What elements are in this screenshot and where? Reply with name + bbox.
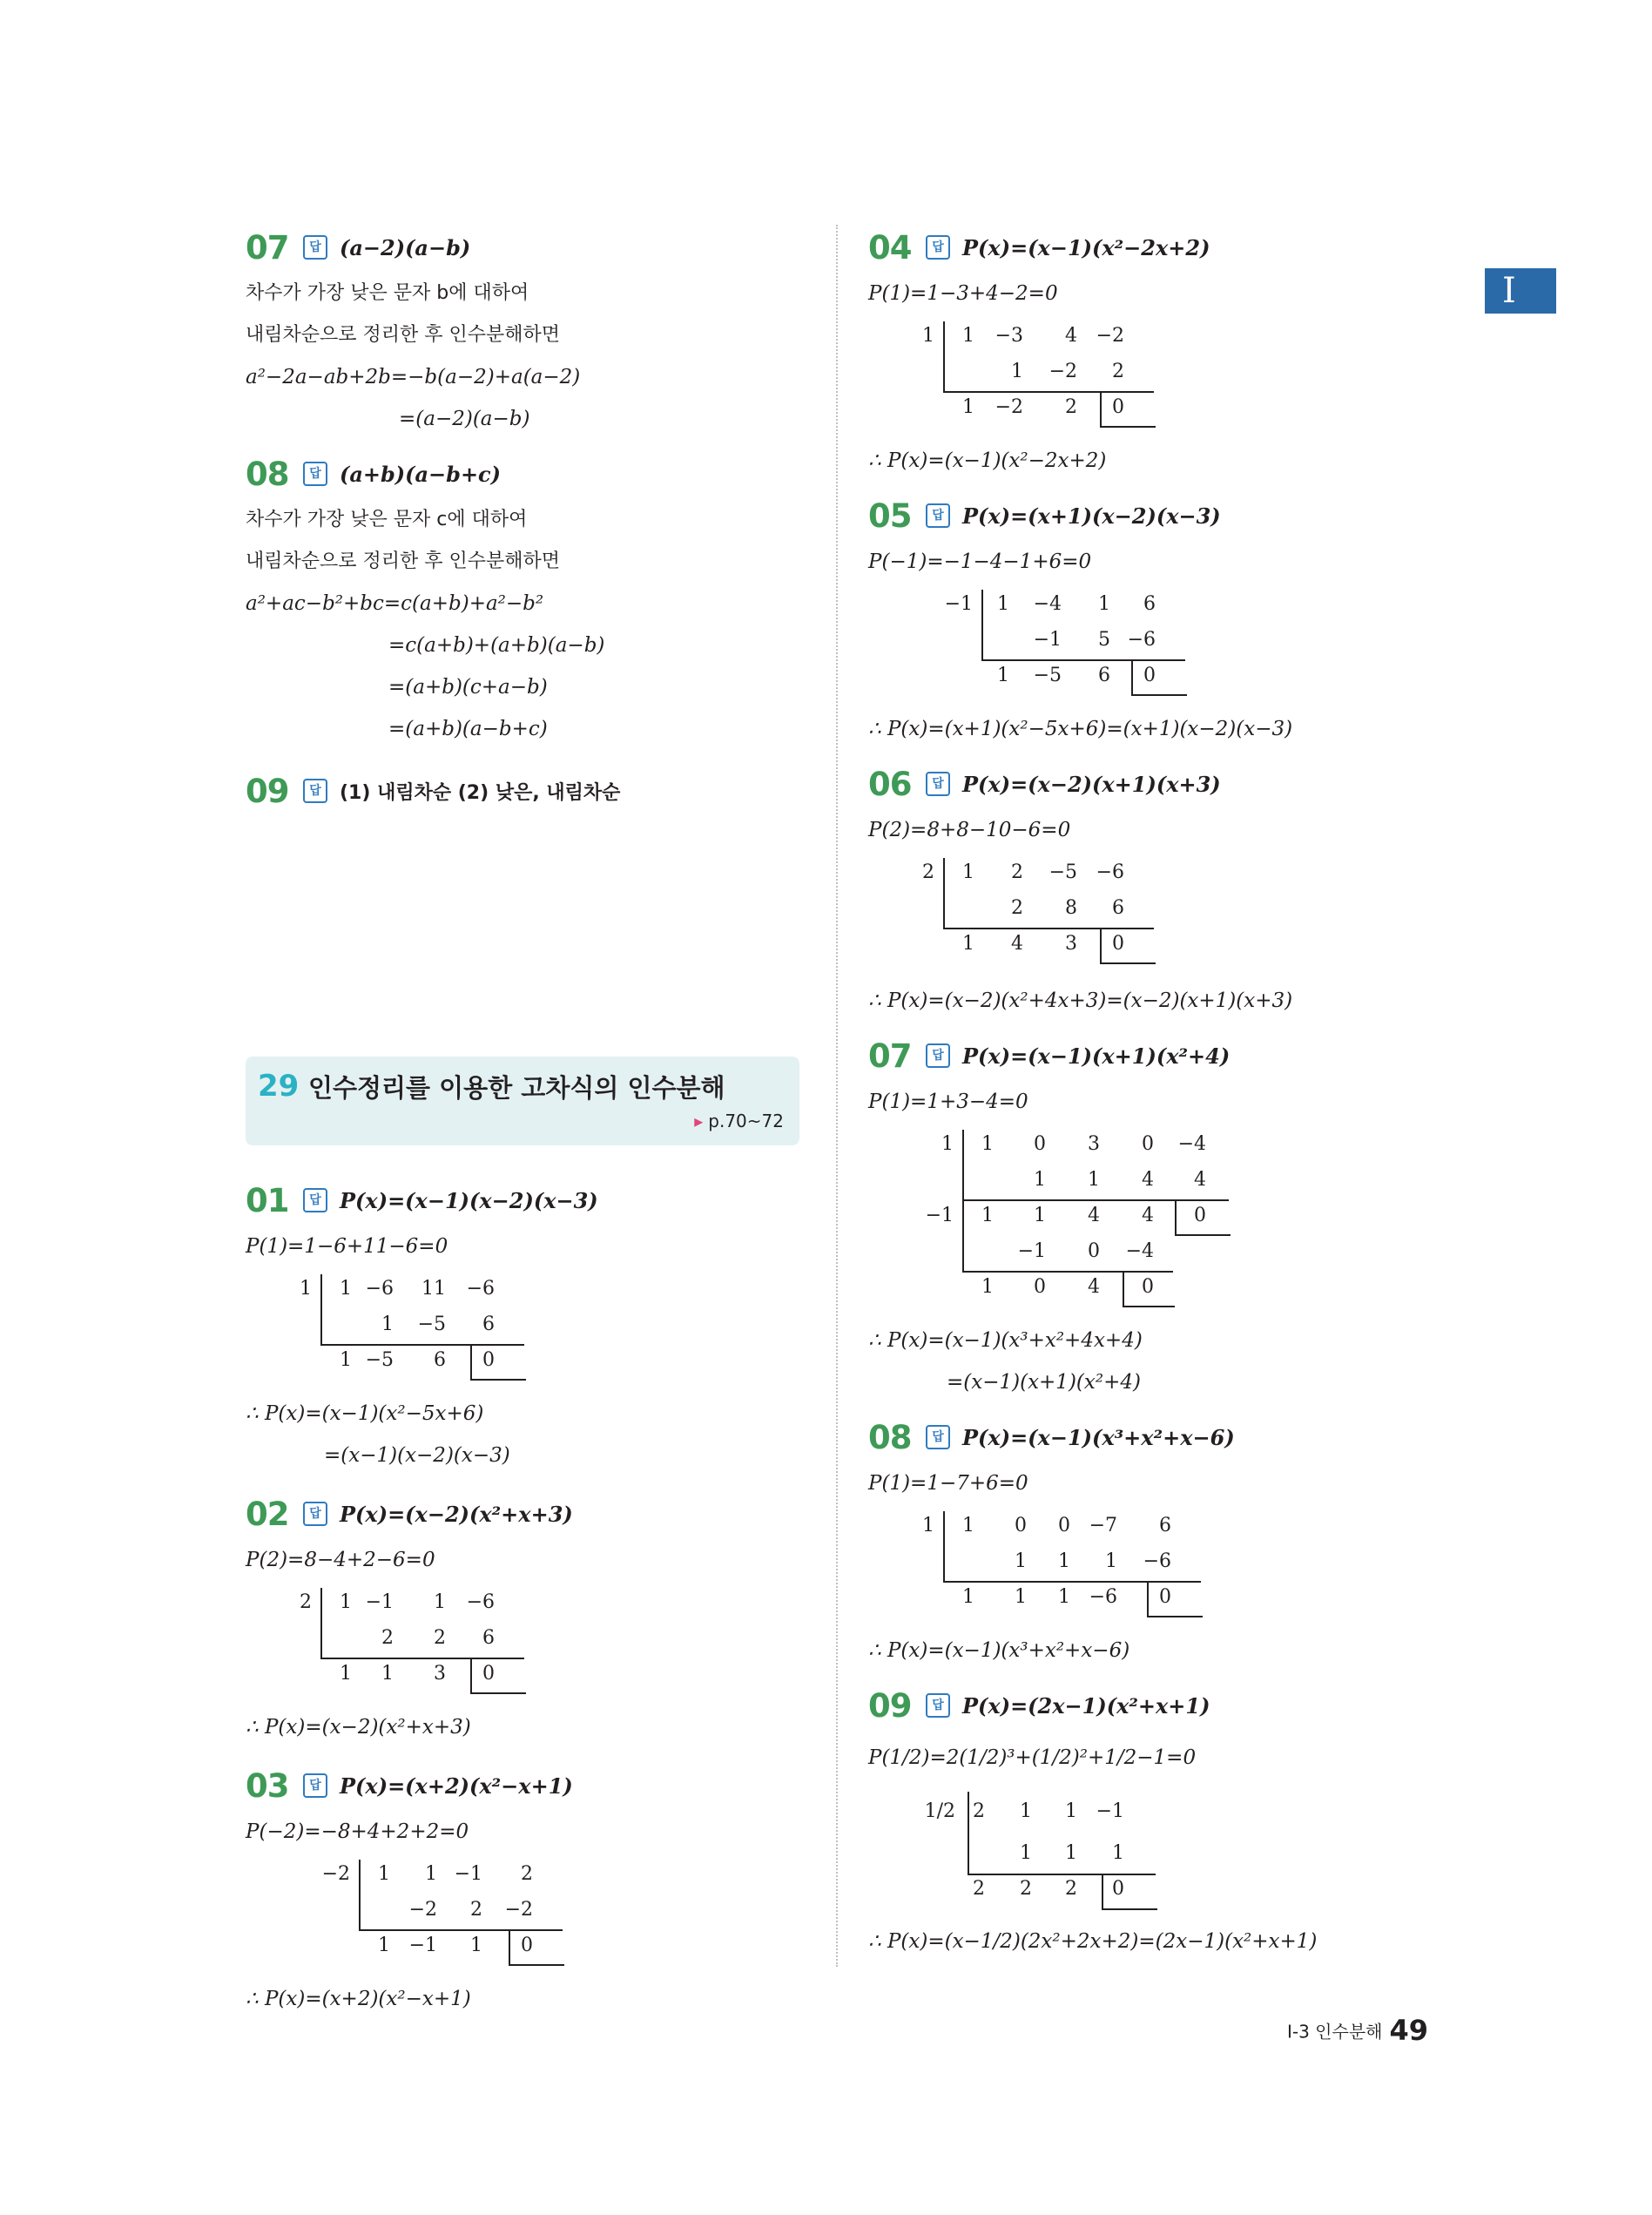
coef: 8 <box>1065 897 1077 919</box>
answer-badge: 답 <box>303 1502 327 1526</box>
quotient: 1 <box>997 665 1009 686</box>
coef: −3 <box>995 325 1023 347</box>
answer-badge: 답 <box>303 235 327 260</box>
left-column <box>246 222 803 2020</box>
quotient: 4 <box>1088 1276 1100 1298</box>
coef: 1 <box>425 1863 437 1885</box>
conclusion-line: ∴ P(x)=(x−2)(x²+x+3) <box>246 1716 471 1739</box>
coef: 2 <box>381 1627 394 1649</box>
conclusion-line: ∴ P(x)=(x−1)(x²−5x+6) <box>246 1402 484 1425</box>
division-bar <box>320 1274 322 1344</box>
root: 1 <box>922 1515 934 1536</box>
coef: 2 <box>973 1800 985 1822</box>
synthetic-division <box>903 1508 1426 1619</box>
answer-badge: 답 <box>926 1693 950 1718</box>
remainder-box <box>470 1658 526 1694</box>
coef: 0 <box>1142 1133 1154 1155</box>
remainder: 0 <box>482 1349 495 1371</box>
remainder-box <box>509 1929 564 1966</box>
coef: 1 <box>1088 1169 1100 1191</box>
right-column <box>868 222 1426 1962</box>
remainder: 0 <box>1143 665 1156 686</box>
coef: −4 <box>1033 593 1062 615</box>
answer-text: P(x)=(x−1)(x²−2x+2) <box>962 234 1210 260</box>
quotient: 2 <box>973 1878 985 1900</box>
quotient: 4 <box>1088 1205 1100 1226</box>
coef: 1 <box>1065 1800 1077 1822</box>
explanation-line: 차수가 가장 낮은 문자 c에 대하여 <box>246 509 528 530</box>
coef: 6 <box>1143 593 1156 615</box>
remainder-check: P(1)=1−6+11−6=0 <box>246 1235 448 1258</box>
coef: 3 <box>1088 1133 1100 1155</box>
coef: 1 <box>962 861 974 883</box>
section-header-29 <box>246 1057 799 1145</box>
answer-text: P(x)=(x−2)(x+1)(x+3) <box>962 771 1221 797</box>
problem-09 <box>246 766 803 816</box>
quotient: 3 <box>1065 933 1077 955</box>
problem-07 <box>246 222 803 440</box>
coef: 5 <box>1098 629 1110 651</box>
root: 1/2 <box>924 1800 955 1822</box>
quotient: 0 <box>1034 1276 1046 1298</box>
coef: 1 <box>1015 1550 1027 1572</box>
remainder-box <box>1102 1874 1157 1910</box>
quotient: 6 <box>1098 665 1110 686</box>
synthetic-division <box>941 586 1426 698</box>
coef: 1 <box>1112 1842 1124 1864</box>
quotient: 1 <box>962 396 974 418</box>
remainder-check: P(1)=1+3−4=0 <box>868 1091 1028 1113</box>
root: 2 <box>922 861 934 883</box>
page-reference <box>694 1111 784 1131</box>
math-line: =c(a+b)+(a+b)(a−b) <box>388 634 605 657</box>
coef: −4 <box>1125 1240 1154 1262</box>
remainder: 0 <box>1159 1586 1171 1608</box>
coef: 1 <box>1020 1842 1032 1864</box>
quotient: 1 <box>1015 1586 1027 1608</box>
problem-number: 04 <box>868 228 912 267</box>
page-footer <box>1271 2014 1428 2047</box>
coef: −6 <box>1143 1550 1171 1572</box>
problem-number: 09 <box>868 1686 912 1725</box>
math-line: =(a+b)(a−b+c) <box>388 718 548 740</box>
coef: 4 <box>1142 1169 1154 1191</box>
coef: −1 <box>1033 629 1062 651</box>
remainder: 0 <box>1112 1878 1124 1900</box>
problem-03 <box>246 1760 803 2020</box>
coef: −5 <box>417 1313 446 1335</box>
column-divider <box>836 225 838 1967</box>
answer-text: P(x)=(x+2)(x²−x+1) <box>340 1773 573 1799</box>
problem-number: 02 <box>246 1495 289 1533</box>
coef: 4 <box>1065 325 1077 347</box>
coef: 1 <box>997 593 1009 615</box>
coef: 2 <box>470 1899 482 1921</box>
remainder-box <box>470 1344 526 1381</box>
coef: −4 <box>1177 1133 1206 1155</box>
problem-08-right <box>868 1412 1426 1671</box>
remainder: 0 <box>482 1663 495 1685</box>
quotient: −5 <box>365 1349 394 1371</box>
answer-badge: 답 <box>303 1188 327 1212</box>
coef: 1 <box>1034 1169 1046 1191</box>
problem-number: 09 <box>246 772 289 810</box>
coef: 2 <box>1112 361 1124 382</box>
problem-04 <box>868 222 1426 482</box>
coef: 1 <box>962 325 974 347</box>
coef: 11 <box>421 1278 446 1300</box>
problem-06 <box>868 759 1426 1022</box>
coef: −2 <box>1096 325 1124 347</box>
coef: 2 <box>521 1863 533 1885</box>
coef: 6 <box>1159 1515 1171 1536</box>
root: −1 <box>944 593 973 615</box>
problem-number: 07 <box>246 228 289 267</box>
quotient: 1 <box>962 933 974 955</box>
answer-badge: 답 <box>926 503 950 528</box>
quotient: 2 <box>1020 1878 1032 1900</box>
coef: 1 <box>381 1313 394 1335</box>
root: 1 <box>941 1133 954 1155</box>
remainder-box <box>1100 391 1156 428</box>
coef: 1 <box>1011 361 1023 382</box>
quotient: 6 <box>434 1349 446 1371</box>
quotient: 4 <box>1142 1205 1154 1226</box>
division-bar <box>943 321 945 391</box>
coef: −6 <box>1096 861 1124 883</box>
answer-text: P(x)=(2x−1)(x²+x+1) <box>962 1692 1210 1719</box>
math-line: =(a−2)(a−b) <box>399 408 530 430</box>
coef: −6 <box>365 1278 394 1300</box>
problem-number: 07 <box>868 1037 912 1075</box>
synthetic-division <box>924 1788 1426 1910</box>
coef: −2 <box>1049 361 1077 382</box>
remainder-check: P(1)=1−3+4−2=0 <box>868 282 1058 305</box>
conclusion-line: ∴ P(x)=(x+2)(x²−x+1) <box>246 1988 471 2010</box>
answer-badge: 답 <box>303 1773 327 1798</box>
coef: 0 <box>1088 1240 1100 1262</box>
remainder-box <box>1131 659 1187 696</box>
math-line: a²−2a−ab+2b=−b(a−2)+a(a−2) <box>246 366 581 388</box>
coef: 0 <box>1058 1515 1070 1536</box>
division-bar <box>962 1130 964 1199</box>
conclusion-line: =(x−1)(x−2)(x−3) <box>324 1444 510 1467</box>
answer-badge: 답 <box>926 772 950 796</box>
division-bar <box>968 1792 969 1874</box>
quotient: 2 <box>1065 396 1077 418</box>
coef: −7 <box>1089 1515 1117 1536</box>
footer-section: Ⅰ-3 인수분해 <box>1286 2021 1383 2043</box>
problem-number: 08 <box>246 455 289 493</box>
division-bar <box>943 858 945 928</box>
quotient: 1 <box>962 1586 974 1608</box>
remainder: 0 <box>1112 933 1124 955</box>
quotient: −5 <box>1033 665 1062 686</box>
coef: 0 <box>1034 1133 1046 1155</box>
coef: 1 <box>1020 1800 1032 1822</box>
quotient: 1 <box>340 1349 352 1371</box>
math-line: a²+ac−b²+bc=c(a+b)+a²−b² <box>246 592 544 615</box>
problem-01 <box>246 1175 803 1476</box>
quotient: 2 <box>1065 1878 1077 1900</box>
quotient: 1 <box>340 1663 352 1685</box>
remainder-box <box>1175 1199 1231 1236</box>
division-bar <box>981 590 983 659</box>
coef: 6 <box>482 1627 495 1649</box>
coef: −2 <box>504 1899 533 1921</box>
problem-02 <box>246 1489 803 1748</box>
remainder-check: P(2)=8−4+2−6=0 <box>246 1549 435 1571</box>
problem-number: 01 <box>246 1181 289 1219</box>
coef: 1 <box>1105 1550 1117 1572</box>
section-number: 29 <box>258 1069 300 1104</box>
coef: −1 <box>365 1591 394 1613</box>
answer-text: P(x)=(x−2)(x²+x+3) <box>340 1501 573 1527</box>
coef: 6 <box>482 1313 495 1335</box>
explanation-line: 내림차순으로 정리한 후 인수분해하면 <box>246 550 561 572</box>
coef: −6 <box>466 1278 495 1300</box>
coef: 1 <box>378 1863 390 1885</box>
conclusion-line: ∴ P(x)=(x−1)(x³+x²+4x+4) <box>868 1329 1143 1352</box>
coef: 2 <box>1011 861 1023 883</box>
problem-07-right <box>868 1030 1426 1403</box>
synthetic-division <box>280 1271 803 1382</box>
coef: −2 <box>408 1899 437 1921</box>
coef: 6 <box>1112 897 1124 919</box>
conclusion-line: ∴ P(x)=(x−1)(x³+x²+x−6) <box>868 1639 1130 1662</box>
coef: 1 <box>1098 593 1110 615</box>
coef: −5 <box>1049 861 1077 883</box>
answer-text: P(x)=(x−1)(x+1)(x²+4) <box>962 1043 1231 1069</box>
synthetic-division <box>903 318 1426 429</box>
quotient: 1 <box>470 1935 482 1956</box>
quotient: 1 <box>1034 1205 1046 1226</box>
quotient: 1 <box>381 1663 394 1685</box>
answer-badge: 답 <box>926 1425 950 1449</box>
remainder: 0 <box>1194 1205 1206 1226</box>
conclusion-line: =(x−1)(x+1)(x²+4) <box>947 1371 1141 1394</box>
triangle-icon: ▸ <box>694 1111 704 1131</box>
coef: 4 <box>1194 1169 1206 1191</box>
problem-05 <box>868 490 1426 750</box>
quotient: −1 <box>408 1935 437 1956</box>
division-bar <box>320 1588 322 1658</box>
answer-badge: 답 <box>303 462 327 486</box>
coef: 1 <box>340 1591 352 1613</box>
remainder-check: P(1/2)=2(1/2)³+(1/2)²+1/2−1=0 <box>868 1746 1197 1769</box>
answer-text: P(x)=(x−1)(x³+x²+x−6) <box>962 1424 1235 1450</box>
root: 2 <box>300 1591 312 1613</box>
remainder: 0 <box>1112 396 1124 418</box>
section-title: 인수정리를 이용한 고차식의 인수분해 <box>308 1073 725 1103</box>
coef: −1 <box>1096 1800 1124 1822</box>
answer-text: (a−2)(a−b) <box>340 234 471 260</box>
remainder-box <box>1100 928 1156 964</box>
remainder-check: P(−2)=−8+4+2+2=0 <box>246 1820 469 1843</box>
root: 1 <box>922 325 934 347</box>
synthetic-division <box>280 1584 803 1696</box>
quotient: 1 <box>981 1205 994 1226</box>
conclusion-line: ∴ P(x)=(x−2)(x²+4x+3)=(x−2)(x+1)(x+3) <box>868 989 1293 1012</box>
remainder: 0 <box>521 1935 533 1956</box>
synthetic-division <box>903 854 1426 966</box>
quotient: 3 <box>434 1663 446 1685</box>
synthetic-division <box>922 1126 1426 1309</box>
quotient: −2 <box>995 396 1023 418</box>
root: −1 <box>925 1205 954 1226</box>
answer-text: (1) 내림차순 (2) 낮은, 내림차순 <box>340 781 621 804</box>
coef: 1 <box>981 1133 994 1155</box>
explanation-line: 차수가 가장 낮은 문자 b에 대하여 <box>246 282 529 304</box>
remainder-check: P(2)=8+8−10−6=0 <box>868 819 1071 841</box>
page-range: p.70~72 <box>708 1111 784 1131</box>
answer-text: (a+b)(a−b+c) <box>340 461 502 487</box>
remainder-check: P(1)=1−7+6=0 <box>868 1472 1028 1495</box>
division-bar <box>962 1201 964 1271</box>
root: −2 <box>321 1863 350 1885</box>
synthetic-division <box>319 1856 803 1968</box>
coef: −6 <box>1127 629 1156 651</box>
math-line: =(a+b)(c+a−b) <box>388 676 548 699</box>
conclusion-line: ∴ P(x)=(x−1/2)(2x²+2x+2)=(2x−1)(x²+x+1) <box>868 1930 1318 1953</box>
coef: 2 <box>1011 897 1023 919</box>
coef: 1 <box>340 1278 352 1300</box>
remainder-box <box>1123 1271 1175 1307</box>
answer-badge: 답 <box>303 779 327 803</box>
remainder: 0 <box>1142 1276 1154 1298</box>
answer-text: P(x)=(x−1)(x−2)(x−3) <box>340 1187 598 1213</box>
page-number: 49 <box>1389 2014 1428 2047</box>
problem-number: 03 <box>246 1766 289 1805</box>
coef: 1 <box>1065 1842 1077 1864</box>
problem-08 <box>246 449 803 750</box>
quotient: 1 <box>981 1276 994 1298</box>
coef: −1 <box>1017 1240 1046 1262</box>
answer-text: P(x)=(x+1)(x−2)(x−3) <box>962 503 1221 529</box>
remainder-box <box>1147 1581 1203 1617</box>
coef: 0 <box>1015 1515 1027 1536</box>
coef: 2 <box>434 1627 446 1649</box>
chapter-tab: I <box>1485 268 1556 314</box>
coef: 1 <box>434 1591 446 1613</box>
root: 1 <box>300 1278 312 1300</box>
answer-badge: 답 <box>926 1043 950 1068</box>
conclusion-line: ∴ P(x)=(x+1)(x²−5x+6)=(x+1)(x−2)(x−3) <box>868 718 1293 740</box>
problem-number: 08 <box>868 1418 912 1456</box>
remainder-check: P(−1)=−1−4−1+6=0 <box>868 550 1092 573</box>
explanation-line: 내림차순으로 정리한 후 인수분해하면 <box>246 324 561 346</box>
problem-number: 06 <box>868 765 912 803</box>
division-bar <box>943 1511 945 1581</box>
quotient: 1 <box>1058 1586 1070 1608</box>
coef: −1 <box>454 1863 482 1885</box>
coef: −6 <box>466 1591 495 1613</box>
coef: 1 <box>962 1515 974 1536</box>
quotient: 4 <box>1011 933 1023 955</box>
problem-number: 05 <box>868 496 912 535</box>
quotient: −6 <box>1089 1586 1117 1608</box>
problem-09-right <box>868 1680 1426 1962</box>
coef: 1 <box>1058 1550 1070 1572</box>
quotient: 1 <box>378 1935 390 1956</box>
division-bar <box>359 1860 361 1929</box>
conclusion-line: ∴ P(x)=(x−1)(x²−2x+2) <box>868 449 1107 472</box>
answer-badge: 답 <box>926 235 950 260</box>
